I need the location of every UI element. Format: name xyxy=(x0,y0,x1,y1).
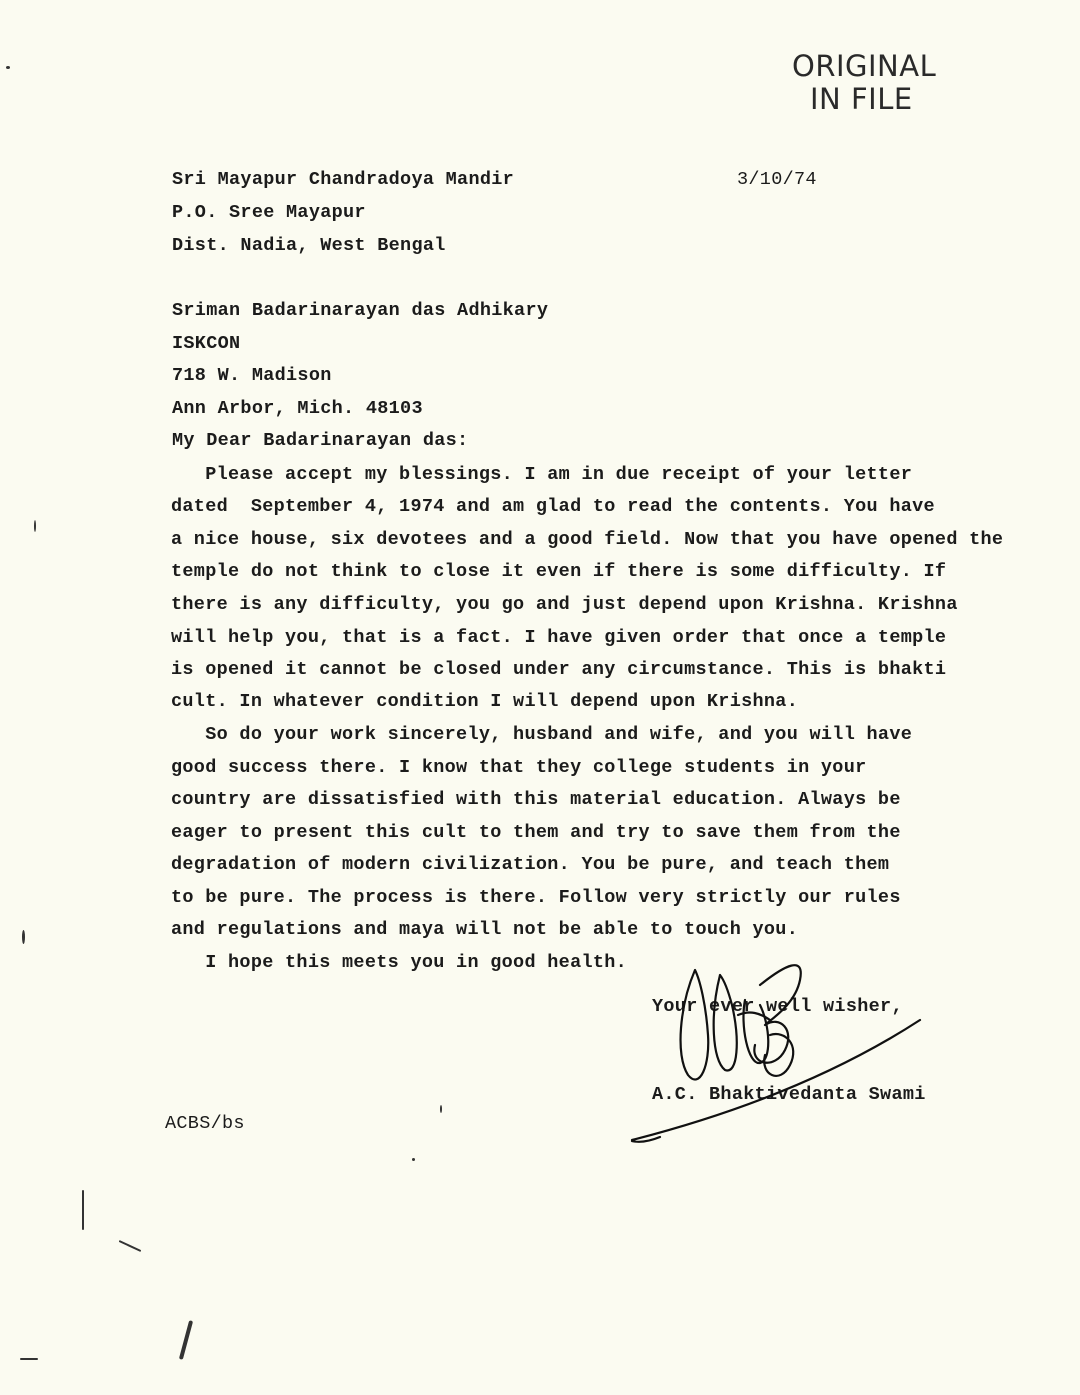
body-line: temple do not think to close it even if there is some difficulty. If xyxy=(171,561,947,582)
scan-speck xyxy=(34,520,36,532)
body-line: good success there. I know that they college students in your xyxy=(171,757,867,778)
scan-speck xyxy=(6,66,10,69)
body-line: country are dissatisfied with this material education. Always be xyxy=(171,789,901,810)
body-line: is opened it cannot be closed under any circumstance. This is bhakti xyxy=(171,659,947,680)
scan-speck xyxy=(440,1105,442,1113)
sender-address-line-1: Sri Mayapur Chandradoya Mandir xyxy=(172,169,515,190)
body-line: Please accept my blessings. I am in due receipt of your letter xyxy=(171,464,913,485)
recipient-address-line-4: Ann Arbor, Mich. 48103 xyxy=(172,398,423,419)
recipient-address-line-1: Sriman Badarinarayan das Adhikary xyxy=(172,300,549,321)
sender-address-line-3: Dist. Nadia, West Bengal xyxy=(172,235,446,256)
scan-speck xyxy=(82,1190,84,1230)
stamp-line-2: IN FILE xyxy=(810,82,913,116)
reference-initials: ACBS/bs xyxy=(165,1113,245,1134)
recipient-address-line-3: 718 W. Madison xyxy=(172,365,332,386)
body-line: and regulations and maya will not be able to touch you. xyxy=(171,919,799,940)
body-line: cult. In whatever condition I will depend upon Krishna. xyxy=(171,691,799,712)
body-line: will help you, that is a fact. I have given order that once a temple xyxy=(171,627,947,648)
body-line: So do your work sincerely, husband and wife, and you will have xyxy=(171,724,913,745)
body-line: dated September 4, 1974 and am glad to read the contents. You have xyxy=(171,496,935,517)
body-line: a nice house, six devotees and a good field. Now that you have opened the xyxy=(171,529,1004,550)
body-line: I hope this meets you in good health. xyxy=(171,952,628,973)
body-line: eager to present this cult to them and try to save them from the xyxy=(171,822,901,843)
recipient-address-line-2: ISKCON xyxy=(172,333,241,354)
scan-speck xyxy=(119,1240,142,1252)
body-line: degradation of modern civilization. You be pure, and teach them xyxy=(171,854,890,875)
salutation: My Dear Badarinarayan das: xyxy=(172,430,469,451)
stamp-line-1: ORIGINAL xyxy=(792,49,937,83)
body-line: to be pure. The process is there. Follow very strictly our rules xyxy=(171,887,901,908)
sender-address-line-2: P.O. Sree Mayapur xyxy=(172,202,366,223)
scan-speck xyxy=(20,1358,38,1360)
valediction: Your ever well wisher, xyxy=(652,996,903,1017)
body-line: there is any difficulty, you go and just depend upon Krishna. Krishna xyxy=(171,594,958,615)
scan-speck xyxy=(412,1158,415,1161)
scan-speck xyxy=(22,930,25,944)
letter-date: 3/10/74 xyxy=(737,169,817,190)
signatory-name: A.C. Bhaktivedanta Swami xyxy=(652,1084,926,1105)
handwritten-signature xyxy=(620,945,930,1145)
original-in-file-stamp xyxy=(792,50,942,116)
scan-speck xyxy=(179,1320,193,1360)
